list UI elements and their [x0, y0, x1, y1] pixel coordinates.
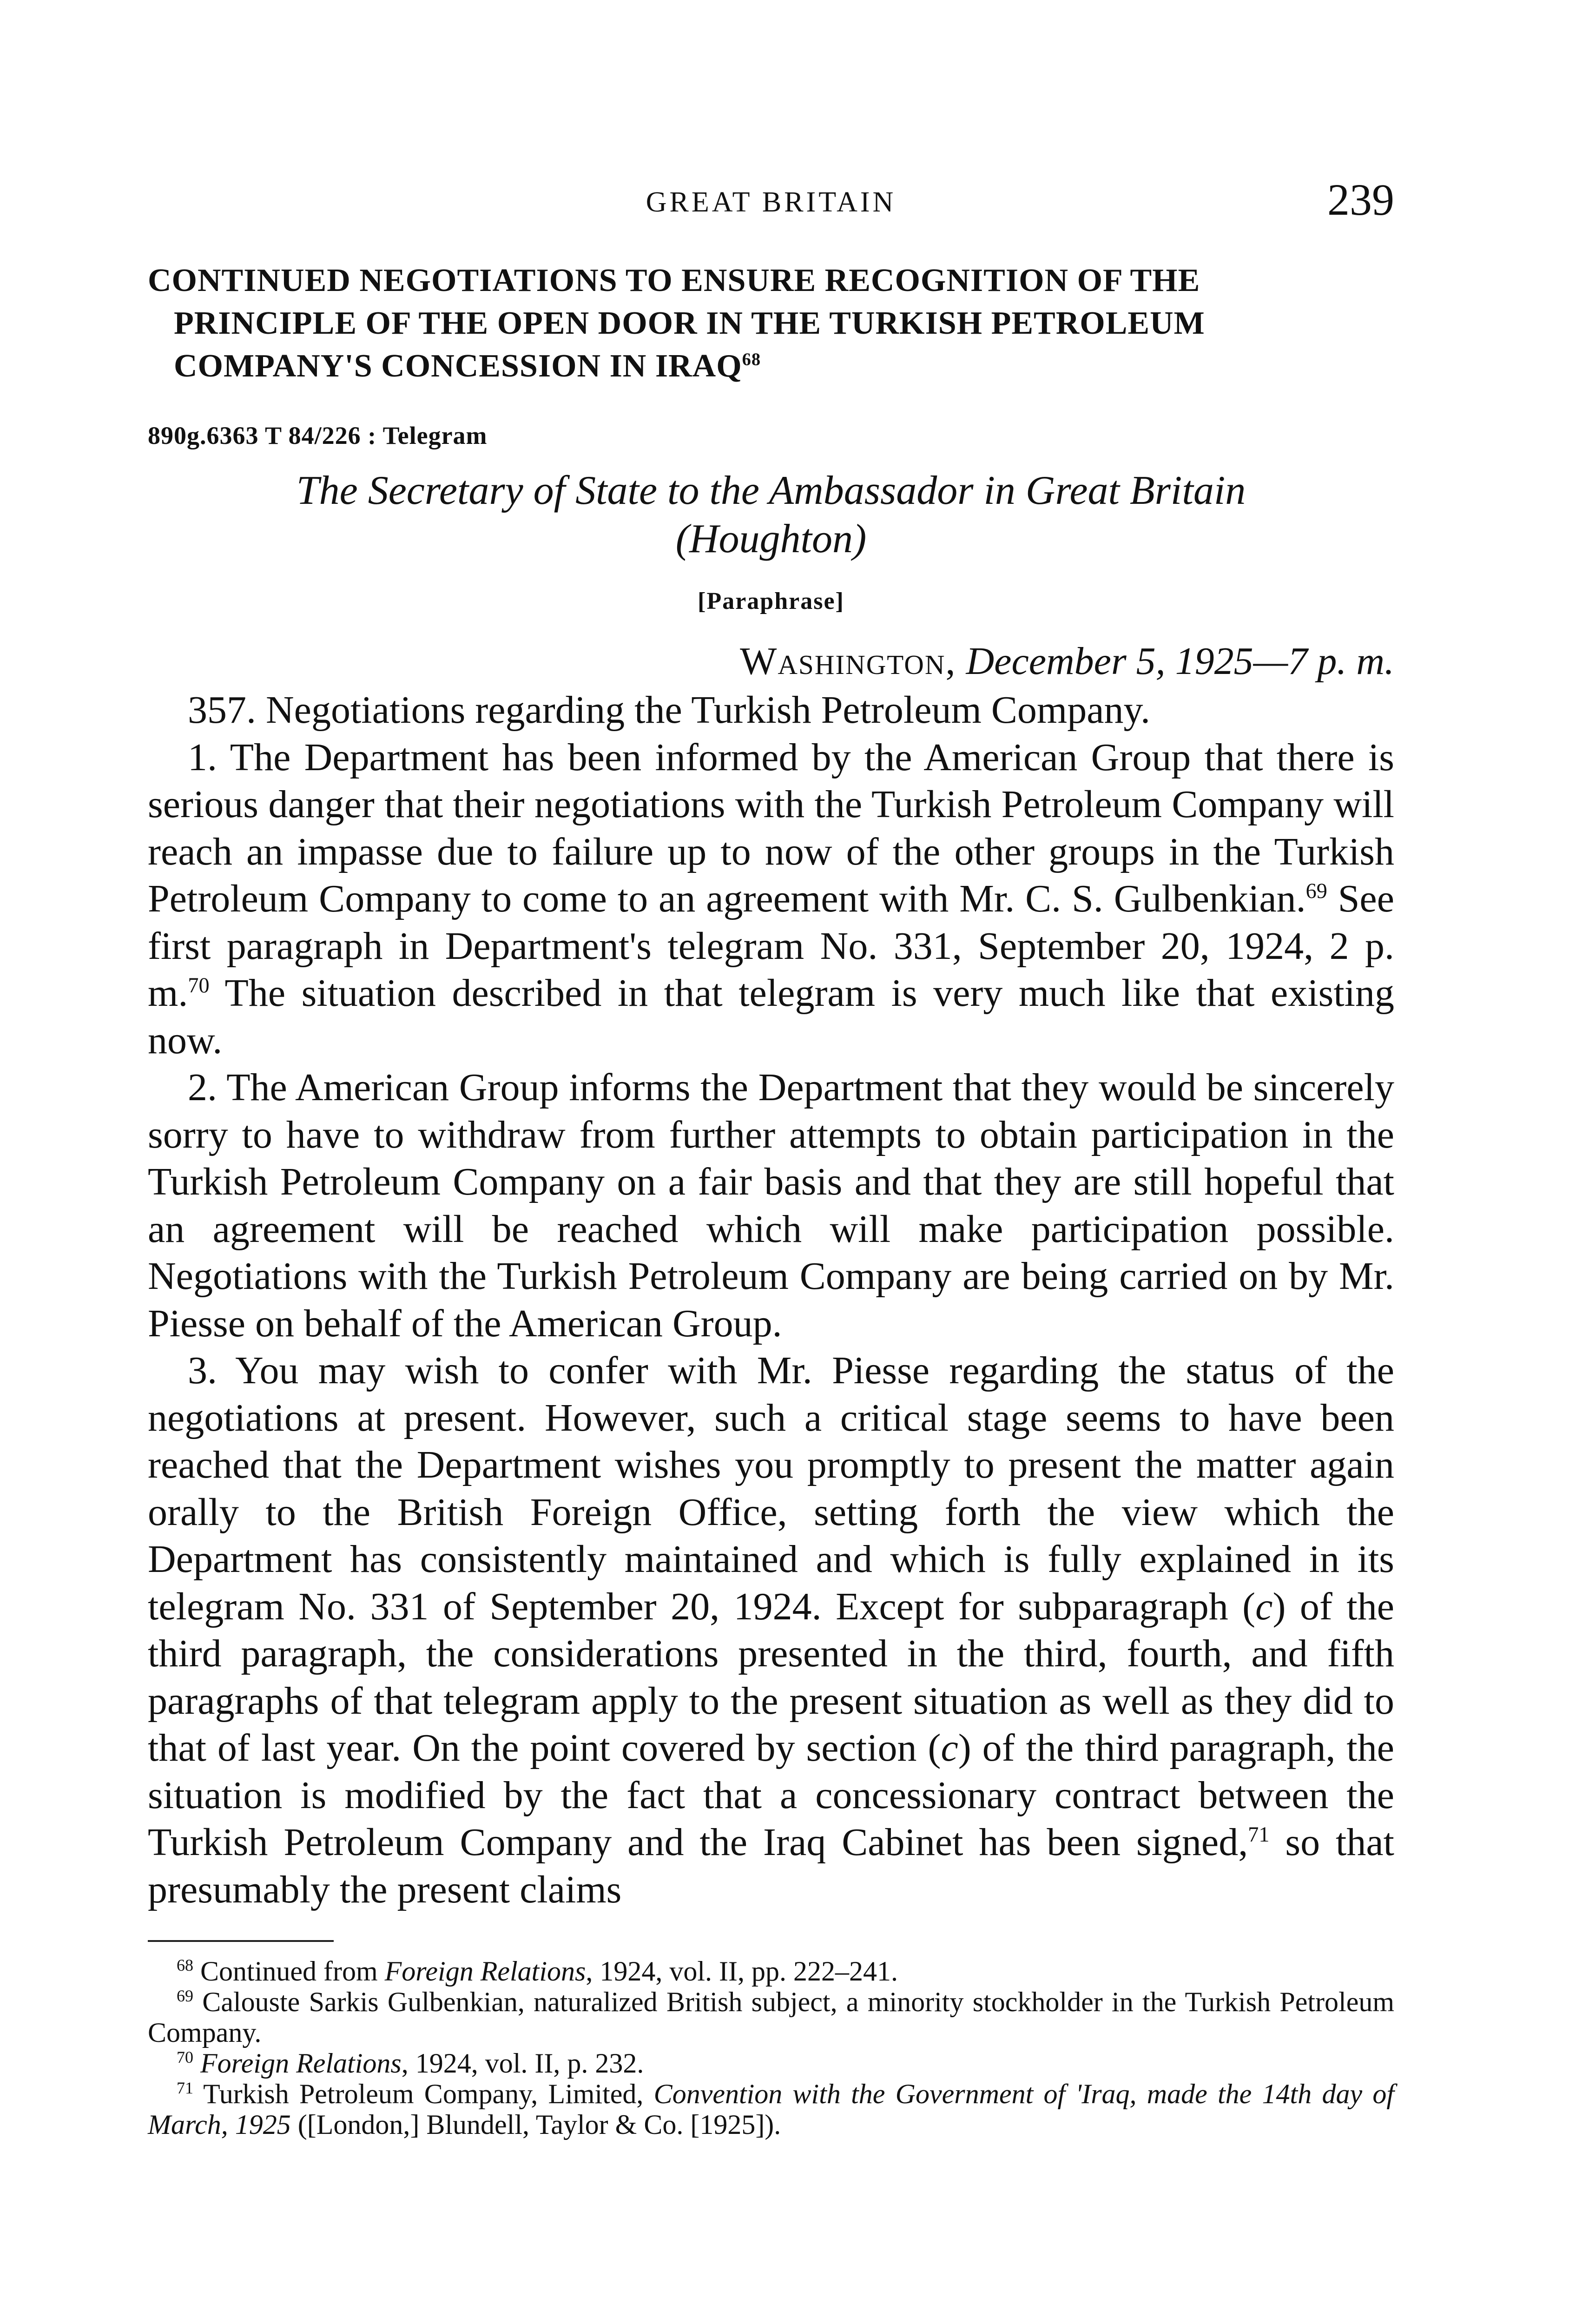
footnote-71-text-a: Turkish Petroleum Company, Limited, [193, 2079, 654, 2109]
running-title: GREAT BRITAIN [646, 186, 897, 218]
file-reference: 890g.6363 T 84/226 : Telegram [148, 422, 488, 449]
dateline [148, 638, 1394, 685]
footnote-69-text: Calouste Sarkis Gulbenkian, naturalized British subject, a minority stockholder in the Turkish Petroleum Company. [148, 1987, 1394, 2048]
paragraph-3-text-a: 3. You may wish to confer with Mr. Piesse regarding the status of the negotiations at present. However, such a critical stage seems to have been reached that the Department wishes you promptly to present the matter again orally to the British Foreign Office, setting forth the view which the Department has consistently maintained and which is fully explained in its telegram No. 331 of September 20, 1924. Except for subparagraph ( [148, 1349, 1394, 1628]
footnote-ref-69: 69 [1305, 879, 1327, 903]
dateline-date: December 5, 1925—7 p. m. [966, 640, 1394, 683]
footnote-68-title: Foreign Relations [384, 1956, 586, 1987]
paragraph-3 [148, 1347, 1394, 1913]
footnote-69 [148, 1987, 1394, 2048]
paragraph-3-text-b: ) of the third paragraph, the considerations presented in the third, fourth, and fifth paragraphs of that telegram apply to the present situation as well as they did to that of last year. On the point covered by section ( [148, 1585, 1394, 1769]
footnotes [148, 1956, 1394, 2140]
paragraph-2: 2. The American Group informs the Department that they would be sincerely sorry to have to withdraw from further attempts to obtain participation in the Turkish Petroleum Company on a fair basis and that they are still hopeful that an agreement will be reached which will make participation possible. Negotiations with the Turkish Petroleum Company are being carried on by Mr. Piesse on behalf of the American Group. [148, 1066, 1394, 1345]
addressee [148, 467, 1394, 563]
footnote-ref-71: 71 [1248, 1822, 1270, 1846]
paragraph-1-text-b: See first paragraph in Department's telegram No. 331, September 20, 1924, 2 p. m. [148, 877, 1394, 1015]
title-line-3-wrap [148, 345, 1394, 388]
telegram-body [148, 687, 1394, 1913]
footnote-70 [148, 2048, 1394, 2079]
footnote-71-title: Convention with the Government of 'Iraq, made the 14th day of March, 1925 [148, 2079, 1394, 2140]
footnote-70-text: , 1924, vol. II, p. 232. [401, 2048, 644, 2079]
paragraph-1-text-c: The situation described in that telegram is very much like that existing now. [148, 971, 1394, 1062]
paragraph-3-text-d: so that presumably the present claims [148, 1821, 1395, 1911]
footnote-divider [148, 1940, 334, 1942]
footnote-ref-68: 68 [742, 350, 761, 370]
paragraph-1 [148, 734, 1394, 1064]
subparagraph-letter: c [1255, 1585, 1273, 1628]
footnote-ref-70: 70 [188, 973, 210, 997]
addressee-line-1: The Secretary of State to the Ambassador in Great Britain [296, 468, 1246, 513]
paragraph-3-text-c: ) of the third paragraph, the situation is modified by the fact that a concessionary contract between the Turkish Petroleum Company and the Iraq Cabinet has been signed, [148, 1726, 1394, 1864]
running-head [148, 177, 1394, 232]
footnote-68-text-a: Continued from [193, 1956, 385, 1987]
footnote-68-number: 68 [177, 1956, 193, 1974]
document-page [148, 177, 1394, 2140]
section-title [148, 259, 1394, 388]
footnote-70-title: Foreign Relations [193, 2048, 402, 2079]
footnote-71-text-b: ([London,] Blundell, Taylor & Co. [1925]). [290, 2109, 781, 2140]
title-line-1: CONTINUED NEGOTIATIONS TO ENSURE RECOGNITION OF THE [148, 263, 1200, 298]
addressee-line-2: (Houghton) [675, 516, 867, 561]
page-number: 239 [1327, 175, 1394, 224]
footnote-71-number: 71 [177, 2079, 193, 2097]
paragraph-subject: 357. Negotiations regarding the Turkish Petroleum Company. [188, 688, 1151, 732]
footnote-69-number: 69 [177, 1987, 193, 2005]
footnote-70-number: 70 [177, 2048, 193, 2067]
footnote-68-text-b: , 1924, vol. II, pp. 222–241. [586, 1956, 898, 1987]
section-letter: c [941, 1726, 958, 1769]
footnote-71 [148, 2079, 1394, 2140]
paragraph-1-text-a: 1. The Department has been informed by the American Group that there is serious danger that their negotiations with the Turkish Petroleum Company will reach an impasse due to failure up to now of the other groups in the Turkish Petroleum Company to come to an agreement with Mr. C. S. Gulbenkian. [148, 735, 1394, 920]
paraphrase-label: [Paraphrase] [698, 588, 844, 614]
title-line-2: PRINCIPLE OF THE OPEN DOOR IN THE TURKISH PETROLEUM [174, 305, 1205, 341]
title-line-3: COMPANY'S CONCESSION IN IRAQ [174, 348, 742, 384]
dateline-place: Washington, [740, 640, 956, 683]
footnote-68 [148, 1956, 1394, 1987]
